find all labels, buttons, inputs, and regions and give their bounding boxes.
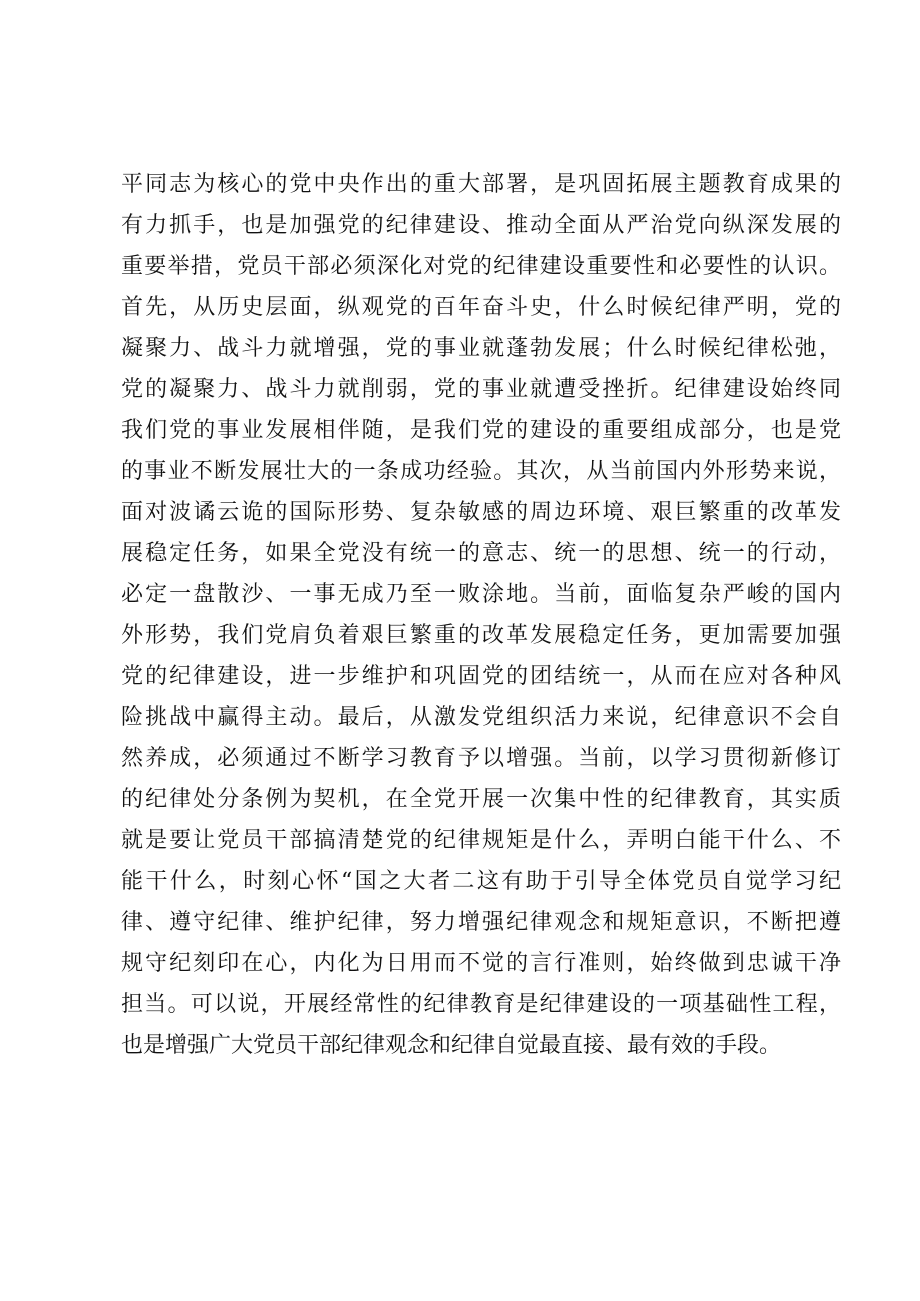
body-paragraph <box>121 164 841 1066</box>
text-line: 展稳定任务，如果全党没有统一的意志、统一的思想、统一的行动， <box>121 541 841 566</box>
text-line: 外形势，我们党肩负着艰巨繁重的改革发展稳定任务，更加需要加强 <box>121 623 841 648</box>
text-line: 律、遵守纪律、维护纪律，努力增强纪律观念和规矩意识，不断把遵 <box>121 910 841 935</box>
text-line: 重要举措，党员干部必须深化对党的纪律建设重要性和必要性的认识。 <box>121 254 841 279</box>
text-line: 党的凝聚力、战斗力就削弱，党的事业就遭受挫折。纪律建设始终同 <box>121 377 841 402</box>
text-line: 平同志为核心的党中央作出的重大部署，是巩固拓展主题教育成果的 <box>121 172 841 197</box>
text-line: 的事业不断发展壮大的一条成功经验。其次，从当前国内外形势来说， <box>121 459 841 484</box>
text-line: 也是增强广大党员干部纪律观念和纪律自觉最直接、最有效的手段。 <box>121 1033 782 1058</box>
text-line: 党的纪律建设，进一步维护和巩固党的团结统一，从而在应对各种风 <box>121 664 841 689</box>
text-line: 首先，从历史层面，纵观党的百年奋斗史，什么时候纪律严明，党的 <box>121 295 841 320</box>
text-line: 然养成，必须通过不断学习教育予以增强。当前，以学习贯彻新修订 <box>121 746 841 771</box>
text-line: 的纪律处分条例为契机，在全党开展一次集中性的纪律教育，其实质 <box>121 787 841 812</box>
text-line: 担当。可以说，开展经常性的纪律教育是纪律建设的一项基础性工程， <box>121 992 841 1017</box>
text-line: 规守纪刻印在心，内化为日用而不觉的言行准则，始终做到忠诚干净 <box>121 951 841 976</box>
text-line: 必定一盘散沙、一事无成乃至一败涂地。当前，面临复杂严峻的国内 <box>121 582 841 607</box>
text-line: 险挑战中赢得主动。最后，从激发党组织活力来说，纪律意识不会自 <box>121 705 841 730</box>
text-line: 我们党的事业发展相伴随，是我们党的建设的重要组成部分，也是党 <box>121 418 841 443</box>
text-line: 能干什么，时刻心怀“国之大者二这有助于引导全体党员自觉学习纪 <box>121 869 841 894</box>
text-line: 面对波谲云诡的国际形势、复杂敏感的周边环境、艰巨繁重的改革发 <box>121 500 841 525</box>
text-line: 有力抓手，也是加强党的纪律建设、推动全面从严治党向纵深发展的 <box>121 213 841 238</box>
text-line: 凝聚力、战斗力就增强，党的事业就蓬勃发展；什么时候纪律松弛， <box>121 336 841 361</box>
text-line: 就是要让党员干部搞清楚党的纪律规矩是什么，弄明白能干什么、不 <box>121 828 841 853</box>
